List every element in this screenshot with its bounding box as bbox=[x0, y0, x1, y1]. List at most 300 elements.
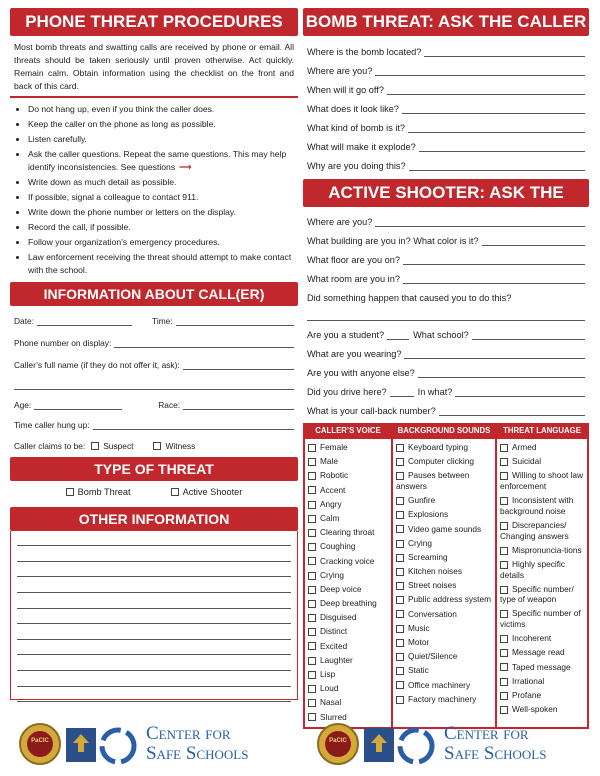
checkbox-icon bbox=[500, 635, 508, 643]
checkbox-icon bbox=[396, 681, 404, 689]
checklist-label: Suicidal bbox=[512, 456, 542, 467]
checklist-label: Office machinery bbox=[408, 679, 471, 690]
shooter-answer-row bbox=[303, 303, 589, 321]
hung-up-row bbox=[14, 410, 294, 430]
checkbox-icon bbox=[396, 582, 404, 590]
checklist-label: Female bbox=[320, 442, 348, 452]
checklist-item[interactable] bbox=[500, 647, 584, 658]
checklist-item[interactable] bbox=[396, 637, 492, 648]
checklist-item[interactable] bbox=[308, 541, 388, 552]
callers-voice-header: CALLER’S VOICE bbox=[305, 423, 391, 439]
caller-info-form bbox=[10, 306, 298, 451]
pacic-seal-inner bbox=[27, 731, 53, 757]
checklist-item[interactable] bbox=[500, 456, 584, 467]
checklist-item[interactable] bbox=[396, 538, 492, 549]
answer-field[interactable] bbox=[482, 236, 585, 246]
checkbox-icon bbox=[500, 547, 508, 555]
shooter-question bbox=[303, 284, 589, 303]
answer-field[interactable] bbox=[390, 387, 414, 397]
checklist-label: Angry bbox=[320, 498, 342, 509]
checkbox-icon bbox=[500, 706, 508, 714]
checkbox-icon bbox=[500, 692, 508, 700]
caller-checklist-grid bbox=[303, 423, 589, 729]
step-item bbox=[28, 148, 298, 173]
checklist-item[interactable] bbox=[396, 651, 492, 662]
question-text: Are you a student? bbox=[307, 330, 385, 340]
answer-field[interactable] bbox=[419, 142, 585, 152]
time-label: Time: bbox=[152, 315, 173, 326]
bomb-question bbox=[303, 76, 589, 95]
checklist-label: Distinct bbox=[320, 626, 348, 637]
question-text: What kind of bomb is it? bbox=[307, 123, 406, 133]
checkbox-icon bbox=[396, 525, 404, 533]
checklist-item[interactable] bbox=[500, 662, 584, 673]
checkbox-icon bbox=[396, 554, 404, 562]
checklist-label: Well-spoken bbox=[512, 704, 558, 715]
shooter-question bbox=[303, 397, 589, 416]
voice-list bbox=[308, 442, 388, 722]
checklist-item[interactable] bbox=[396, 524, 492, 535]
other-info-lines[interactable] bbox=[10, 531, 298, 700]
checklist-item[interactable] bbox=[500, 495, 584, 516]
checkbox-icon bbox=[500, 497, 508, 505]
checkbox-icon bbox=[500, 522, 508, 530]
suspect-option[interactable] bbox=[91, 441, 133, 451]
arrow-right-icon: ⟶ bbox=[179, 161, 192, 172]
checkbox-icon bbox=[308, 642, 316, 650]
checklist-label: Disguised bbox=[320, 612, 357, 623]
checklist-label: Discrepancies/ Changing answers bbox=[500, 519, 569, 541]
answer-field[interactable] bbox=[472, 330, 585, 340]
footer-logo-right bbox=[316, 720, 566, 768]
checklist-label: Armed bbox=[512, 442, 537, 452]
footer-logo-left bbox=[18, 720, 268, 768]
checklist-item[interactable] bbox=[308, 598, 388, 609]
question-text: When will it go off? bbox=[307, 85, 384, 95]
checkbox-icon bbox=[308, 458, 316, 466]
checklist-item[interactable] bbox=[500, 633, 584, 644]
shooter-question bbox=[303, 378, 589, 397]
checklist-item[interactable] bbox=[308, 697, 388, 708]
answer-field[interactable] bbox=[455, 387, 585, 397]
shooter-questions bbox=[303, 207, 589, 416]
write-line bbox=[17, 593, 291, 609]
checkbox-icon bbox=[308, 671, 316, 679]
checklist-item[interactable] bbox=[396, 680, 492, 691]
checklist-label: Lisp bbox=[320, 669, 336, 679]
checklist-label: Clearing throat bbox=[320, 527, 375, 538]
checkbox-icon bbox=[396, 458, 404, 466]
phone-display-label: Phone number on display: bbox=[14, 337, 112, 348]
bomb-question bbox=[303, 114, 589, 133]
checklist-label: Deep voice bbox=[320, 583, 362, 594]
bomb-question bbox=[303, 38, 589, 57]
answer-field[interactable] bbox=[307, 311, 585, 321]
checkbox-icon bbox=[396, 511, 404, 519]
checkbox-icon bbox=[396, 568, 404, 576]
checklist-label: Cracking voice bbox=[320, 555, 375, 566]
left-column bbox=[10, 8, 298, 700]
checklist-label: Gunfire bbox=[408, 495, 436, 506]
caller-info-header: INFORMATION ABOUT CALL(ER) bbox=[10, 282, 298, 306]
answer-field[interactable] bbox=[409, 161, 585, 171]
checkbox-icon bbox=[396, 625, 404, 633]
checkbox-icon bbox=[308, 586, 316, 594]
checklist-label: Inconsistent with background noise bbox=[500, 495, 574, 516]
phone-display-field[interactable] bbox=[114, 338, 294, 348]
type-threat-options bbox=[10, 481, 298, 503]
checkbox-icon bbox=[500, 678, 508, 686]
write-line bbox=[17, 624, 291, 640]
answer-field[interactable] bbox=[424, 47, 585, 57]
checklist-item[interactable] bbox=[396, 580, 492, 591]
checklist-label: Specific number of victims bbox=[500, 608, 581, 630]
checklist-label: Loud bbox=[320, 683, 339, 694]
threat-language-header: THREAT LANGUAGE bbox=[497, 423, 587, 439]
checklist-item[interactable] bbox=[308, 527, 388, 538]
checklist-label: Street noises bbox=[408, 580, 457, 591]
claims-row bbox=[14, 430, 294, 451]
step-item: • Keep the caller on the phone as long as possible. bbox=[28, 118, 298, 131]
active-shooter-label: Active Shooter bbox=[182, 486, 243, 497]
checkbox-icon bbox=[500, 472, 508, 480]
checkbox-icon bbox=[308, 501, 316, 509]
answer-field[interactable] bbox=[387, 85, 585, 95]
checklist-label: Explosions bbox=[408, 509, 449, 520]
checkbox-icon bbox=[308, 472, 316, 480]
other-info-header: OTHER INFORMATION bbox=[10, 507, 298, 531]
checklist-item[interactable] bbox=[308, 683, 388, 694]
checklist-label: Message read bbox=[512, 647, 565, 658]
checklist-item[interactable] bbox=[308, 556, 388, 567]
checkbox-icon bbox=[153, 442, 161, 450]
checkbox-icon bbox=[396, 639, 404, 647]
full-name-row-2 bbox=[14, 370, 294, 390]
checklist-item[interactable] bbox=[396, 623, 492, 634]
checklist-item[interactable] bbox=[396, 470, 492, 491]
checklist-item[interactable] bbox=[500, 690, 584, 701]
hung-up-field[interactable] bbox=[93, 420, 294, 430]
checklist-label: Deep breathing bbox=[320, 598, 377, 609]
age-field[interactable] bbox=[34, 400, 122, 410]
checkbox-icon bbox=[500, 561, 508, 569]
checklist-label: Keyboard typing bbox=[408, 442, 468, 452]
checklist-label: Specific number/ type of weapon bbox=[500, 583, 574, 605]
checklist-item[interactable] bbox=[396, 552, 492, 563]
checkbox-icon bbox=[308, 444, 316, 452]
checklist-item[interactable] bbox=[500, 470, 584, 491]
question-text: Where is the bomb located? bbox=[307, 47, 422, 57]
checklist-item[interactable] bbox=[308, 485, 388, 496]
checklist-label: Motor bbox=[408, 637, 430, 648]
right-column bbox=[303, 8, 589, 729]
claims-label: Caller claims to be: bbox=[14, 440, 86, 451]
checkbox-icon bbox=[308, 486, 316, 494]
checklist-item[interactable] bbox=[396, 609, 492, 620]
checkbox-icon bbox=[396, 596, 404, 604]
date-time-row bbox=[14, 306, 294, 326]
logo-line-2: Safe Schools bbox=[444, 743, 547, 764]
bomb-question bbox=[303, 57, 589, 76]
shooter-question bbox=[303, 265, 589, 284]
question-text: Where are you? bbox=[307, 217, 373, 227]
step-item: • Write down as much detail as possible. bbox=[28, 176, 298, 189]
checklist-item[interactable] bbox=[308, 470, 388, 481]
suspect-label: Suspect bbox=[103, 440, 134, 451]
checklist-item[interactable] bbox=[308, 626, 388, 637]
checklist-item[interactable] bbox=[308, 513, 388, 524]
checklist-item[interactable] bbox=[308, 499, 388, 510]
bomb-question bbox=[303, 152, 589, 171]
checklist-label: Willing to shoot law enforcement bbox=[500, 470, 584, 491]
question-text: Did you drive here? bbox=[307, 387, 387, 397]
bomb-threat-label: Bomb Threat bbox=[77, 486, 131, 497]
checklist-item[interactable] bbox=[308, 655, 388, 666]
checklist-item[interactable] bbox=[500, 704, 584, 715]
answer-field[interactable] bbox=[404, 349, 585, 359]
witness-option[interactable] bbox=[153, 441, 195, 451]
question-text: What is your call-back number? bbox=[307, 406, 436, 416]
checklist-item[interactable] bbox=[396, 694, 492, 705]
checklist-label: Static bbox=[408, 665, 429, 676]
checklist-label: Factory machinery bbox=[408, 693, 477, 704]
pacic-seal-text: PaCIC bbox=[329, 738, 347, 744]
checklist-label: Male bbox=[320, 456, 338, 467]
logo-line-1: Center for bbox=[444, 723, 529, 744]
race-label: Race: bbox=[158, 399, 181, 410]
question-text: What does it look like? bbox=[307, 104, 399, 114]
logo-text bbox=[146, 724, 248, 764]
answer-field[interactable] bbox=[375, 66, 585, 76]
question-text: Where are you? bbox=[307, 66, 373, 76]
checklist-item[interactable] bbox=[500, 545, 584, 556]
checklist-label: Conversation bbox=[408, 608, 457, 619]
write-line bbox=[17, 577, 291, 593]
answer-field[interactable] bbox=[439, 406, 585, 416]
checklist-label: Nasal bbox=[320, 697, 342, 708]
checkbox-icon bbox=[308, 699, 316, 707]
checkbox-icon bbox=[500, 586, 508, 594]
checklist-label: Crying bbox=[408, 537, 432, 548]
checklist-label: Public address system bbox=[408, 594, 492, 605]
shooter-question bbox=[303, 321, 589, 340]
answer-field[interactable] bbox=[402, 104, 585, 114]
answer-field[interactable] bbox=[403, 274, 585, 284]
phone-display-row bbox=[14, 326, 294, 348]
checkbox-icon bbox=[396, 653, 404, 661]
step-item: • Law enforcement receiving the threat should attempt to make contact with the school. bbox=[28, 251, 298, 276]
checklist-item[interactable] bbox=[500, 676, 584, 687]
checkbox-icon bbox=[396, 610, 404, 618]
checkbox-icon bbox=[308, 657, 316, 665]
checklist-item[interactable] bbox=[396, 495, 492, 506]
question-text: Did something happen that caused you to do this? bbox=[307, 293, 512, 303]
checkbox-icon bbox=[308, 713, 316, 721]
checkbox-icon bbox=[308, 572, 316, 580]
bomb-questions bbox=[303, 36, 589, 171]
checklist-label: Pauses between answers bbox=[396, 470, 470, 491]
phone-threat-header: PHONE THREAT PROCEDURES bbox=[10, 8, 298, 36]
type-threat-header: TYPE OF THREAT bbox=[10, 457, 298, 481]
shooter-question bbox=[303, 246, 589, 265]
checklist-label: Mispronuncia-tions bbox=[512, 544, 582, 555]
checklist-label: Coughing bbox=[320, 541, 356, 552]
checkbox-icon bbox=[308, 529, 316, 537]
answer-field[interactable] bbox=[387, 330, 409, 340]
checklist-item[interactable] bbox=[396, 566, 492, 577]
checklist-item[interactable] bbox=[500, 442, 584, 453]
checklist-item[interactable] bbox=[308, 669, 388, 680]
checklist-label: Slurred bbox=[320, 711, 347, 722]
checkbox-icon bbox=[500, 649, 508, 657]
checklist-item[interactable] bbox=[500, 584, 584, 605]
background-sounds-column bbox=[393, 423, 495, 727]
checkbox-icon bbox=[396, 696, 404, 704]
arrows-circle-icon bbox=[400, 730, 432, 762]
question-text: In what? bbox=[417, 387, 453, 397]
checkbox-icon bbox=[396, 472, 404, 480]
checkbox-icon bbox=[91, 442, 99, 450]
full-name-field[interactable] bbox=[183, 360, 294, 370]
checklist-label: Highly specific details bbox=[500, 558, 566, 580]
step-item: • Listen carefully. bbox=[28, 133, 298, 146]
answer-field[interactable] bbox=[418, 368, 585, 378]
write-line bbox=[17, 562, 291, 578]
date-field[interactable] bbox=[37, 316, 132, 326]
checklist-item[interactable] bbox=[500, 520, 584, 541]
checklist-item[interactable] bbox=[308, 442, 388, 453]
checklist-item[interactable] bbox=[396, 456, 492, 467]
pacic-seal-inner bbox=[325, 731, 351, 757]
checkbox-icon bbox=[500, 610, 508, 618]
phone-steps-list bbox=[10, 103, 298, 277]
checkbox-icon bbox=[308, 515, 316, 523]
checkbox-icon bbox=[500, 458, 508, 466]
background-sounds-header: BACKGROUND SOUNDS bbox=[393, 423, 495, 439]
checklist-label: Excited bbox=[320, 640, 348, 651]
write-line bbox=[17, 609, 291, 625]
checklist-label: Taped message bbox=[512, 661, 571, 672]
step-item: • Write down the phone number or letters on the display. bbox=[28, 206, 298, 219]
checkbox-icon bbox=[396, 444, 404, 452]
checkbox-icon bbox=[66, 488, 74, 496]
checkbox-icon bbox=[308, 614, 316, 622]
age-race-row bbox=[14, 390, 294, 410]
step-item: • Record the call, if possible. bbox=[28, 221, 298, 234]
checklist-label: Music bbox=[408, 622, 430, 633]
checkbox-icon bbox=[396, 540, 404, 548]
question-text: What floor are you on? bbox=[307, 255, 400, 265]
arrows-circle-icon bbox=[102, 730, 134, 762]
logo-line-2: Safe Schools bbox=[146, 743, 249, 764]
active-shooter-option[interactable] bbox=[171, 487, 243, 497]
write-line bbox=[17, 671, 291, 687]
language-list bbox=[500, 442, 584, 715]
checkbox-icon bbox=[171, 488, 179, 496]
checkbox-icon bbox=[396, 667, 404, 675]
checklist-item[interactable] bbox=[396, 594, 492, 605]
bomb-question bbox=[303, 133, 589, 152]
full-name-row bbox=[14, 348, 294, 370]
answer-field[interactable] bbox=[403, 255, 585, 265]
checklist-item[interactable] bbox=[500, 608, 584, 629]
write-line bbox=[17, 546, 291, 562]
age-label: Age: bbox=[14, 399, 32, 410]
callers-voice-column bbox=[305, 423, 391, 727]
checklist-item[interactable] bbox=[308, 612, 388, 623]
phone-intro: Most bomb threats and swatting calls are received by phone or email. All threats should be taken seriously until proven otherwise. Act quickly. Remain calm. Obtain information using the checklist on the front and back of this card. bbox=[10, 36, 298, 98]
checklist-item[interactable] bbox=[308, 570, 388, 581]
write-line bbox=[17, 687, 291, 703]
checkbox-icon bbox=[396, 497, 404, 505]
checklist-label: Irrational bbox=[512, 675, 545, 686]
step-text: Ask the caller questions. Repeat the same questions. This may help identify inconsistencies. See questions bbox=[28, 149, 287, 172]
checklist-label: Kitchen noises bbox=[408, 566, 462, 577]
checklist-label: Quiet/Silence bbox=[408, 651, 458, 662]
write-line bbox=[17, 531, 291, 547]
checklist-label: Computer clicking bbox=[408, 456, 474, 467]
write-line bbox=[17, 640, 291, 656]
checklist-item[interactable] bbox=[308, 456, 388, 467]
write-line bbox=[17, 655, 291, 671]
checkbox-icon bbox=[308, 628, 316, 636]
question-text: Are you with anyone else? bbox=[307, 368, 415, 378]
checklist-item[interactable] bbox=[308, 641, 388, 652]
checkbox-icon bbox=[500, 444, 508, 452]
pacic-seal-text: PaCIC bbox=[31, 738, 49, 744]
checklist-item[interactable] bbox=[396, 665, 492, 676]
checklist-label: Profane bbox=[512, 690, 542, 700]
full-name-label: Caller’s full name (if they do not offer it, ask): bbox=[14, 359, 180, 370]
bomb-question bbox=[303, 95, 589, 114]
question-text: What room are you in? bbox=[307, 274, 400, 284]
checkbox-icon bbox=[308, 685, 316, 693]
checkbox-icon bbox=[308, 557, 316, 565]
checklist-label: Laughter bbox=[320, 654, 353, 665]
question-text: What school? bbox=[413, 330, 469, 340]
step-item: • If possible, signal a colleague to contact 911. bbox=[28, 191, 298, 204]
question-text: What will make it explode? bbox=[307, 142, 416, 152]
time-field[interactable] bbox=[176, 316, 294, 326]
bomb-threat-header: BOMB THREAT: ASK THE CALLER bbox=[303, 8, 589, 36]
checklist-label: Video game sounds bbox=[408, 523, 482, 534]
date-label: Date: bbox=[14, 315, 35, 326]
answer-field[interactable] bbox=[375, 217, 585, 227]
checklist-label: Screaming bbox=[408, 551, 448, 562]
checklist-label: Robotic bbox=[320, 470, 349, 481]
answer-field[interactable] bbox=[408, 123, 585, 133]
checklist-item[interactable] bbox=[396, 442, 492, 453]
full-name-field-2[interactable] bbox=[14, 380, 294, 390]
step-item: • Do not hang up, even if you think the caller does. bbox=[28, 103, 298, 116]
checkbox-icon bbox=[308, 600, 316, 608]
checkbox-icon bbox=[500, 663, 508, 671]
question-text: Why are you doing this? bbox=[307, 161, 406, 171]
race-field[interactable] bbox=[183, 400, 294, 410]
checklist-label: Crying bbox=[320, 569, 344, 580]
logo-line-1: Center for bbox=[146, 723, 231, 744]
checklist-item[interactable] bbox=[396, 509, 492, 520]
hung-up-label: Time caller hung up: bbox=[14, 419, 90, 430]
logo-text bbox=[444, 724, 546, 764]
question-text: What are you wearing? bbox=[307, 349, 402, 359]
checklist-item[interactable] bbox=[308, 584, 388, 595]
shooter-question bbox=[303, 340, 589, 359]
bomb-threat-option[interactable] bbox=[66, 487, 131, 497]
step-item: • Follow your organization’s emergency procedures. bbox=[28, 236, 298, 249]
checklist-item[interactable] bbox=[500, 559, 584, 580]
active-shooter-header: ACTIVE SHOOTER: ASK THE CALLER bbox=[303, 179, 589, 207]
